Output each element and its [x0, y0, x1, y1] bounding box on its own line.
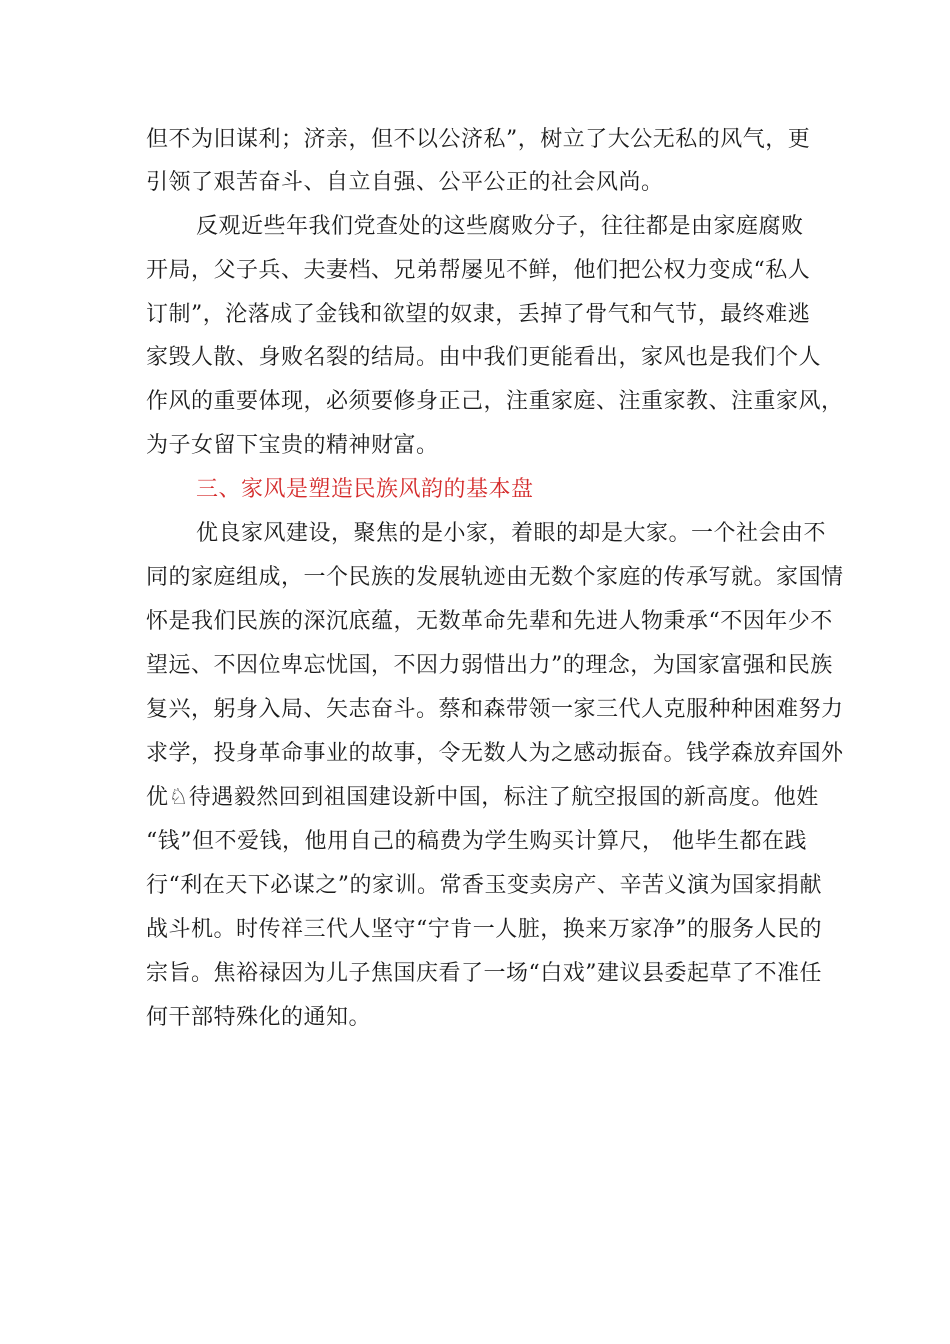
paragraph-line: “钱”但不爱钱，他用自己的稿费为学生购买计算尺， 他毕生都在践	[146, 829, 807, 854]
paragraph-line: 战斗机。时传祥三代人坚守“宁肯一人脏，换来万家净”的服务人民的	[146, 917, 822, 942]
paragraph-line: 行“利在天下必谋之”的家训。常香玉变卖房产、辛苦义演为国家捐献	[146, 873, 822, 898]
paragraph-line: 但不为旧谋利；济亲，但不以公济私”，树立了大公无私的风气，更	[146, 127, 811, 152]
paragraph-line: 反观近些年我们党查处的这些腐败分子，往往都是由家庭腐败	[196, 214, 804, 239]
paragraph-line: 同的家庭组成，一个民族的发展轨迹由无数个家庭的传承写就。家国情	[146, 565, 844, 590]
paragraph-line: 优良家风建设，聚焦的是小家，着眼的却是大家。一个社会由不	[196, 521, 827, 546]
paragraph-line: 优♘待遇毅然回到祖国建设新中国，标注了航空报国的新高度。他姓	[146, 785, 819, 810]
paragraph-line: 求学，投身革命事业的故事，令无数人为之感动振奋。钱学森放弃国外	[146, 741, 844, 766]
paragraph-line: 订制”，沦落成了金钱和欲望的奴隶，丢掉了骨气和气节，最终难逃	[146, 302, 811, 327]
paragraph-line: 引领了艰苦奋斗、自立自强、公平公正的社会风尚。	[146, 170, 664, 195]
paragraph-line: 何干部特殊化的通知。	[146, 1005, 372, 1030]
paragraph-line: 开局，父子兵、夫妻档、兄弟帮屡见不鲜，他们把公权力变成“私人	[146, 258, 811, 283]
paragraph-line: 作风的重要体现，必须要修身正己，注重家庭、注重家教、注重家风，	[146, 389, 844, 414]
paragraph-line: 宗旨。焦裕禄因为儿子焦国庆看了一场“白戏”建议县委起草了不准任	[146, 961, 822, 986]
paragraph-line: 怀是我们民族的深沉底蕴，无数革命先辈和先进人物秉承“不因年少不	[146, 609, 833, 634]
paragraph-line: 家毁人散、身败名裂的结局。由中我们更能看出，家风也是我们个人	[146, 345, 822, 370]
paragraph-line: 望远、不因位卑忘忧国，不因力弱惜出力”的理念，为国家富强和民族	[146, 653, 833, 678]
section-heading: 三、家风是塑造民族风韵的基本盘	[196, 477, 534, 502]
paragraph-line: 复兴，躬身入局、矢志奋斗。蔡和森带领一家三代人克服种种困难努力	[146, 697, 844, 722]
paragraph-line: 为子女留下宝贵的精神财富。	[146, 433, 439, 458]
